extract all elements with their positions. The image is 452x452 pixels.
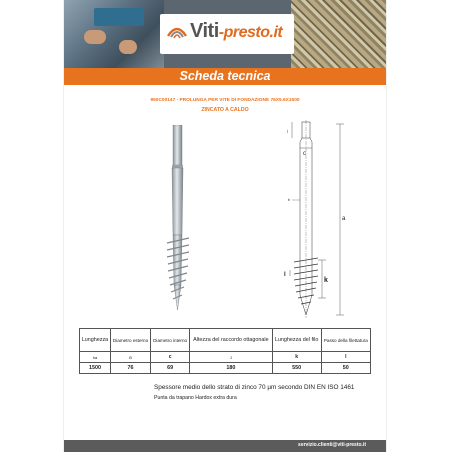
specs-table <box>79 328 371 374</box>
label-l: l <box>284 272 286 278</box>
table-symbol-cell: B <box>110 352 150 363</box>
brand-logo-text <box>190 20 282 43</box>
table-symbol-cell: ha <box>80 352 111 363</box>
table-symbol-cell: J <box>190 352 273 363</box>
datasheet-page <box>64 0 386 452</box>
product-image <box>159 125 199 315</box>
table-value-cell: 550 <box>272 363 321 374</box>
table-symbol-row <box>80 352 371 363</box>
table-value-cell: 1500 <box>80 363 111 374</box>
zinc-note: Spessore medio dello strato di zinco 70 µm secondo DIN EN ISO 1461 <box>154 384 355 391</box>
table-header-cell: Lunghezza <box>80 329 111 352</box>
table-value-cell: 50 <box>321 363 370 374</box>
label-a: a <box>342 216 346 222</box>
hand-shape <box>119 40 137 54</box>
table-symbol-cell: l <box>321 352 370 363</box>
header-banner <box>64 0 386 68</box>
table-header-cell: Diametro esterno <box>110 329 150 352</box>
label-b: b <box>288 198 290 202</box>
label-c: c <box>303 151 306 157</box>
product-code-line: 950C00147 - PROLUNGA PER VITE DI FONDAZIONE 76X5.6X1500 <box>150 98 300 103</box>
table-value-cell: 180 <box>190 363 273 374</box>
table-value-row <box>80 363 371 374</box>
brand-logo-icon <box>167 22 187 40</box>
toolbox-shape <box>94 8 144 26</box>
label-k: k <box>324 277 328 284</box>
table-header-cell: Passo della filettatura <box>321 329 370 352</box>
product-finish: ZINCATO A CALDO <box>201 107 249 113</box>
table-value-cell: 69 <box>151 363 190 374</box>
tools-photo <box>64 0 164 68</box>
hand-shape <box>84 30 106 44</box>
screws-photo <box>291 0 386 68</box>
table-value-cell: 76 <box>110 363 150 374</box>
table-header-cell: Diametro interno <box>151 329 190 352</box>
page-title: Scheda tecnica <box>64 68 386 85</box>
technical-drawing <box>262 120 362 320</box>
brand-name-accent: -presto.it <box>218 24 283 41</box>
table-header-cell: Altezza del raccordo ottagonale <box>190 329 273 352</box>
brand-name-main: Viti <box>190 20 219 42</box>
footer-bar <box>64 440 386 452</box>
tip-note: Punta da trapano Hardox extra dura <box>154 395 237 401</box>
table-symbol-cell: k <box>272 352 321 363</box>
table-header-cell: Lunghezza del filo <box>272 329 321 352</box>
label-j: j <box>287 129 288 133</box>
table-symbol-cell: c <box>151 352 190 363</box>
table-header-row <box>80 329 371 352</box>
footer-email-link[interactable]: servizio.clienti@viti-presto.it <box>298 442 366 448</box>
